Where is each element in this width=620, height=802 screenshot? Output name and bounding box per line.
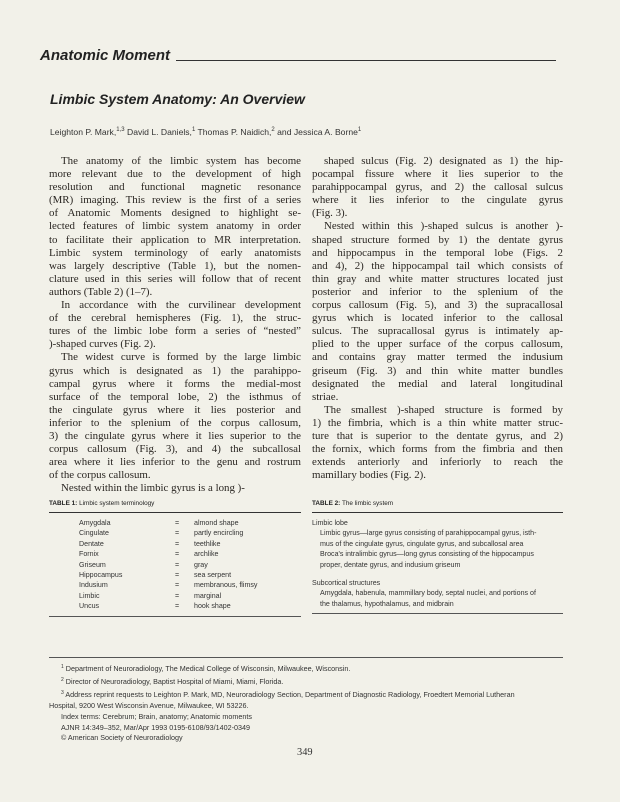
table-cell-meaning: archlike (194, 550, 219, 559)
body-text-line: clature used in this series will follow that of recent (49, 272, 301, 285)
body-text-line: the fornix, which forms from the fimbria and then (312, 443, 563, 456)
body-text-line: authors (Table 2) (1–7). (49, 285, 153, 298)
table-row (49, 580, 301, 590)
body-text-line: area where it lies inferior to the genu and rostrum (49, 456, 301, 469)
table-cell-eq: = (175, 581, 180, 590)
author-name: and Jessica A. Borne (274, 127, 358, 137)
body-text-line: tures of the limbic lobe form a series of “nested” (49, 325, 301, 338)
footnote-rule (49, 657, 563, 658)
body-text-line: Nested within this )-shaped sulcus is another )- (324, 220, 563, 233)
author-affiliation: 2 (271, 127, 275, 133)
page-number: 349 (297, 747, 313, 758)
body-text-line: (MR) imaging. This review is the first of a series (49, 194, 301, 207)
section-title: Anatomic Moment (40, 47, 171, 64)
table-row (49, 560, 301, 570)
body-text-line: gyrus which is designated as 1) the parahippo- (49, 364, 301, 377)
table-2-label: TABLE 2: (312, 500, 341, 507)
table-cell-term: Dentate (79, 539, 104, 548)
table-cell-term: Indusium (79, 581, 108, 590)
body-text-line: more relevant due to the development of high (49, 168, 301, 181)
body-text-line: gyrus which is located inferior to the callosal (312, 312, 563, 325)
table-2-line: mus of the cingulate gyrus, cingulate gyrus, and subcallosal area (320, 539, 524, 548)
body-text-line: and 4), 2) the hippocampal tail which consists of (312, 259, 563, 272)
footnote-marker: 2 (61, 676, 64, 683)
table-cell-term: Limbic (79, 591, 100, 600)
table-cell-meaning: almond shape (194, 519, 239, 527)
body-text-line: shaped structure formed by 1) the dentate gyrus (312, 233, 563, 246)
author-name: Leighton P. Mark, (50, 127, 117, 137)
table-cell-meaning: gray (194, 560, 208, 569)
table-2 (312, 500, 563, 614)
body-text-line: (Fig. 3). (312, 207, 348, 220)
table-2-line: Broca's intralimbic gyrus—long gyrus consisting of the hippocampus (320, 550, 534, 559)
table-cell-eq: = (175, 602, 180, 611)
body-text-line: striae. (312, 390, 339, 403)
table-1-title: Limbic system terminology (79, 500, 155, 507)
table-row (49, 528, 301, 538)
body-text-line: of the cerebral hemispheres (Fig. 1), the struc- (49, 312, 301, 325)
table-1-label: TABLE 1: (49, 500, 78, 507)
author-name: Thomas P. Naidich, (195, 127, 272, 137)
footnote-marker: 1 (61, 664, 64, 670)
table-2-group-1 (312, 528, 563, 570)
table-cell-eq: = (175, 570, 180, 579)
body-text-line: griseum (Fig. 3) and thin white matter bundles (312, 364, 563, 377)
table-2-caption (312, 500, 563, 513)
table-cell-meaning: teethlike (194, 539, 221, 548)
table-2-line: Amygdala, habenula, mammillary body, septal nuclei, and portions of (320, 589, 536, 598)
body-text-line: The widest curve is formed by the large limbic (61, 351, 301, 364)
table-cell-term: Cingulate (79, 529, 109, 538)
table-cell-eq: = (175, 591, 180, 600)
body-text-line: The smallest )-shaped structure is formed by (324, 403, 563, 416)
body-text-line: corpus callosum (Fig. 3), and 4) the subcallosal (49, 443, 301, 456)
table-2-spacer (312, 570, 563, 578)
body-text-line: and hippocampus in the temporal lobe (Figs. 2 (312, 246, 563, 259)
body-text-line: surface of the temporal lobe, 2) the isthmus of (49, 390, 301, 403)
footnotes (49, 662, 563, 744)
footnote-text: Department of Neuroradiology, The Medical College of Wisconsin, Milwaukee, Wisconsin. (65, 664, 351, 673)
table-cell-term: Hippocampus (79, 570, 123, 579)
table-row (49, 591, 301, 601)
body-text-line: 3) the cingulate gyrus where it lies superior to the (49, 429, 301, 442)
body-text-line: resolution and functional magnetic resonance (49, 181, 301, 194)
body-text-line: posterior and inferior to the splenium of the (312, 285, 563, 298)
footnote-marker: 3 (61, 689, 64, 696)
body-text-line: plied to the upper surface of the corpus callosum, (312, 338, 563, 351)
body-text-line: campal gyrus where it forms the medial-most (49, 377, 301, 390)
article-title: Limbic System Anatomy: An Overview (50, 91, 305, 107)
body-text-line: In accordance with the curvilinear development (61, 299, 301, 312)
body-text-line: designated the medial and lateral longitudinal (312, 377, 563, 390)
footnote-3-continued: Hospital, 9200 West Wisconsin Avenue, Milwaukee, WI 53226. (49, 700, 249, 710)
body-text-line: where it lies inferior to the cingulate gyrus (312, 194, 563, 207)
table-row (49, 518, 301, 528)
table-cell-meaning: hook shape (194, 602, 231, 611)
body-text-line: sulcus. The supracallosal gyrus is intimately ap- (312, 325, 563, 338)
body-column-right (312, 155, 563, 482)
footnote-3 (49, 688, 563, 701)
table-cell-eq: = (175, 529, 180, 538)
section-rule (176, 60, 556, 61)
table-row (49, 601, 301, 611)
footnote-2 (49, 675, 563, 688)
table-cell-meaning: marginal (194, 591, 222, 600)
body-text-line: lected features of limbic system anatomy in order (49, 220, 301, 233)
body-text-line: and contains gray matter termed the indusium (312, 351, 563, 364)
author-name: David L. Daniels, (124, 127, 192, 137)
body-text-line: ture that is superior to the dentate gyrus, and 2) (312, 429, 563, 442)
body-text-line: of the corpus callosum. (49, 469, 151, 482)
table-cell-eq: = (175, 560, 180, 569)
table-2-line: Limbic gyrus—large gyrus consisting of parahippocampal gyrus, isth- (320, 529, 537, 538)
table-cell-eq: = (175, 519, 180, 527)
footnote-text: Address reprint requests to Leighton P. Mark, MD, Neuroradiology Section, Department of Diagnostic Radiology, Froedtert Memorial Lutheran (65, 689, 515, 699)
body-text-line: of Anatomic Moments designed to highlight se- (49, 207, 301, 220)
body-text-line: shaped sulcus (Fig. 2) designated as 1) the hip- (324, 155, 563, 167)
body-text-line: Nested within the limbic gyrus is a long )- (61, 482, 245, 495)
author-line (50, 127, 361, 137)
body-text-line: The anatomy of the limbic system has become (61, 155, 301, 167)
body-text-line: mamillary bodies (Fig. 2). (312, 469, 427, 482)
table-2-group-heading: Limbic lobe (312, 519, 348, 527)
table-row (49, 539, 301, 549)
table-cell-meaning: partly encircling (194, 529, 244, 538)
body-text-line: 1) the fimbria, which is a thin white matter struc- (312, 416, 563, 429)
table-2-group-heading: Subcortical structures (312, 579, 381, 588)
author-affiliation: 1 (357, 127, 362, 133)
table-cell-eq: = (175, 539, 180, 548)
body-text-line: Limbic system terminology of early anatomists (49, 246, 301, 259)
table-1 (49, 500, 301, 617)
table-1-body (49, 513, 301, 617)
table-2-line: proper, dentate gyrus, and indusium griseum (320, 560, 461, 569)
table-row (49, 570, 301, 580)
table-cell-meaning: membranous, flimsy (194, 581, 258, 590)
table-cell-meaning: sea serpent (194, 570, 232, 579)
copyright: © American Society of Neuroradiology (61, 733, 183, 743)
body-text-line: corpus callosum (Fig. 5), and 3) the supracallosal (312, 299, 563, 312)
table-cell-term: Amygdala (79, 519, 111, 527)
body-text-line: pocampal fissure where it lies superior to the (312, 168, 563, 181)
table-2-line: the thalamus, hypothalamus, and midbrain (320, 599, 454, 608)
body-column-left (49, 155, 301, 495)
index-terms: Index terms: Cerebrum; Brain, anatomy; Anatomic moments (61, 711, 252, 721)
table-cell-term: Uncus (79, 602, 100, 611)
footnote-text: Director of Neuroradiology, Baptist Hospital of Miami, Miami, Florida. (65, 676, 284, 686)
table-row (49, 549, 301, 559)
body-text-line: parahippocampal gyrus, and 2) the callosal sulcus (312, 181, 563, 194)
body-text-line: thin gray and white matter structures located just (312, 272, 563, 285)
citation: AJNR 14:349–352, Mar/Apr 1993 0195-6108/93/1402-0349 (61, 722, 251, 732)
table-cell-term: Griseum (79, 560, 106, 569)
author-affiliation: 1,3 (116, 127, 125, 133)
section-header (40, 44, 556, 64)
table-2-body (312, 513, 563, 614)
author-affiliation: 1 (191, 127, 196, 133)
body-text-line: was largely descriptive (Table 1), but the nomen- (49, 259, 301, 272)
body-text-line: to facilitate their application to MR interpretation. (49, 233, 301, 246)
body-text-line: the cingulate gyrus where it lies posterior and (49, 403, 301, 416)
body-text-line: inferior to the splenium of the corpus callosum, (49, 416, 301, 429)
table-cell-eq: = (175, 550, 180, 559)
table-2-title: The limbic system (341, 500, 394, 507)
body-text-line: )-shaped curves (Fig. 2). (49, 338, 156, 351)
table-1-caption (49, 500, 301, 513)
body-text-line: extends anteriorly and inferiorly to reach the (312, 456, 563, 469)
table-2-group-2 (312, 588, 563, 609)
footnote-1 (49, 662, 563, 675)
table-cell-term: Fornix (79, 550, 99, 559)
